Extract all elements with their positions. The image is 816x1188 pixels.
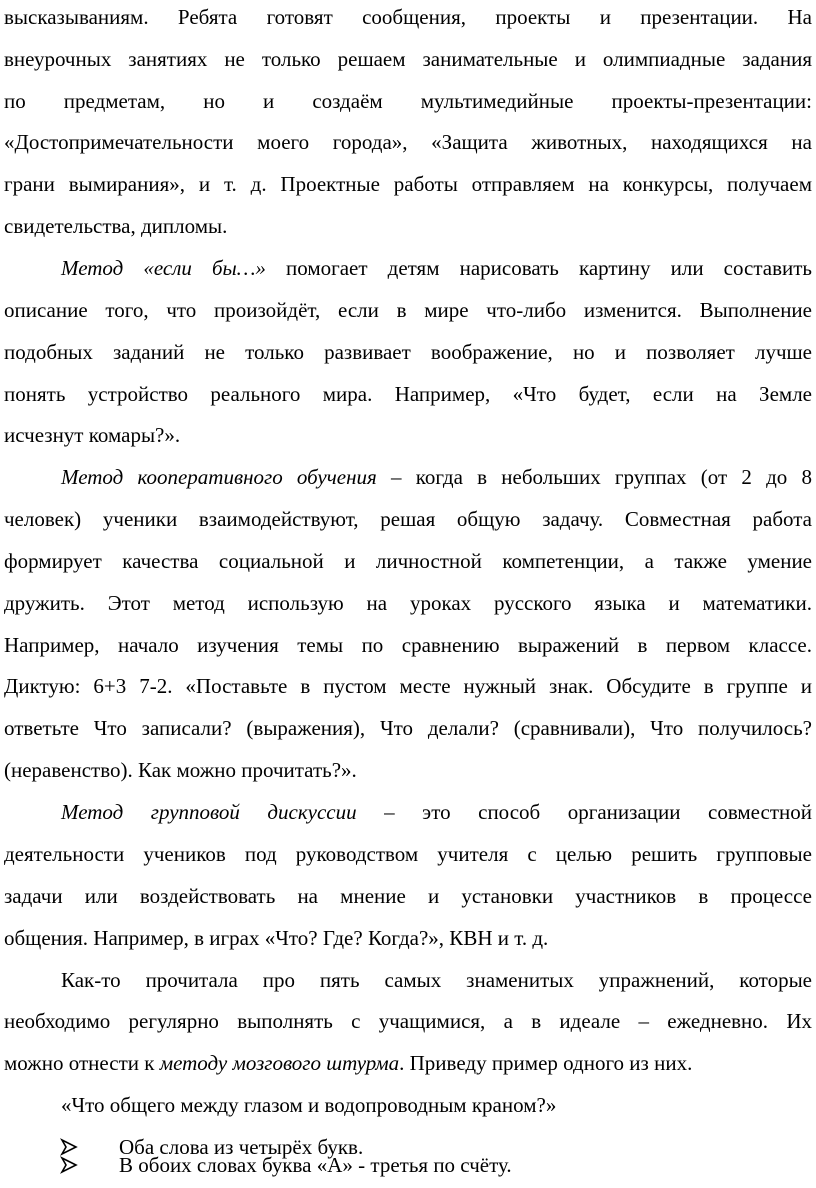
method-term: Метод кооперативного обучения xyxy=(61,465,377,489)
text-line: исчезнут комары?». xyxy=(4,423,181,447)
text-line: Как-то прочитала про пять самых знаменитых упражнений, которые xyxy=(61,968,812,992)
list-item-text: В обоих словах буква «А» - третья по счёту. xyxy=(119,1153,512,1177)
text-line: формирует качества социальной и личностной компетенции, а также умение xyxy=(4,549,812,573)
text-line: внеурочных занятиях не только решаем занимательные и олимпиадные задания xyxy=(4,47,812,71)
text-line xyxy=(61,797,812,827)
text-line xyxy=(61,253,812,283)
text-line: (неравенство). Как можно прочитать?». xyxy=(4,758,357,782)
text-line: высказываниям. Ребята готовят сообщения, проекты и презентации. На xyxy=(4,5,812,29)
text-run: – это способ организации совместной xyxy=(356,800,812,824)
text-line: общения. Например, в играх «Что? Где? Когда?», КВН и т. д. xyxy=(4,926,549,950)
list-item xyxy=(0,1150,816,1180)
text-line xyxy=(4,1048,812,1078)
text-line xyxy=(61,462,812,492)
text-line: Диктую: 6+3 7-2. «Поставьте в пустом месте нужный знак. Обсудите в группе и xyxy=(4,674,812,698)
method-term: Метод «если бы…» xyxy=(61,256,266,280)
text-line: человек) ученики взаимодействуют, решая общую задачу. Совместная работа xyxy=(4,507,812,531)
text-line: «Что общего между глазом и водопроводным краном?» xyxy=(61,1093,557,1117)
text-line: описание того, что произойдёт, если в мире что-либо изменится. Выполнение xyxy=(4,298,812,322)
text-run: – когда в небольших группах (от 2 до 8 xyxy=(376,465,812,489)
text-line: ответьте Что записали? (выражения), Что делали? (сравнивали), Что получилось? xyxy=(4,716,812,740)
arrowhead-bullet-icon xyxy=(60,1156,78,1174)
text-run: помогает детям нарисовать картину или составить xyxy=(265,256,812,280)
text-line: понять устройство реального мира. Например, «Что будет, если на Земле xyxy=(4,382,812,406)
text-line: необходимо регулярно выполнять с учащимися, а в идеале – ежедневно. Их xyxy=(4,1009,812,1033)
text-run: . Приведу пример одного из них. xyxy=(399,1051,693,1075)
text-line: Например, начало изучения темы по сравнению выражений в первом классе. xyxy=(4,633,812,657)
text-line: грани вымирания», и т. д. Проектные работы отправляем на конкурсы, получаем xyxy=(4,172,812,196)
text-run: можно отнести к xyxy=(4,1051,160,1075)
text-line: свидетельства, дипломы. xyxy=(4,214,228,238)
text-line: задачи или воздействовать на мнение и установки участников в процессе xyxy=(4,884,812,908)
list-item-text: Оба слова из четырёх букв. xyxy=(119,1135,364,1159)
text-line: дружить. Этот метод использую на уроках русского языка и математики. xyxy=(4,591,812,615)
text-line: подобных заданий не только развивает воображение, но и позволяет лучше xyxy=(4,340,812,364)
text-line: деятельности учеников под руководством учителя с целью решить групповые xyxy=(4,842,812,866)
method-term: Метод групповой дискуссии xyxy=(61,800,357,824)
method-term: методу мозгового штурма xyxy=(159,1051,400,1075)
text-line: «Достопримечательности моего города», «Защита животных, находящихся на xyxy=(4,130,812,154)
text-line: по предметам, но и создаём мультимедийные проекты-презентации: xyxy=(4,89,812,113)
